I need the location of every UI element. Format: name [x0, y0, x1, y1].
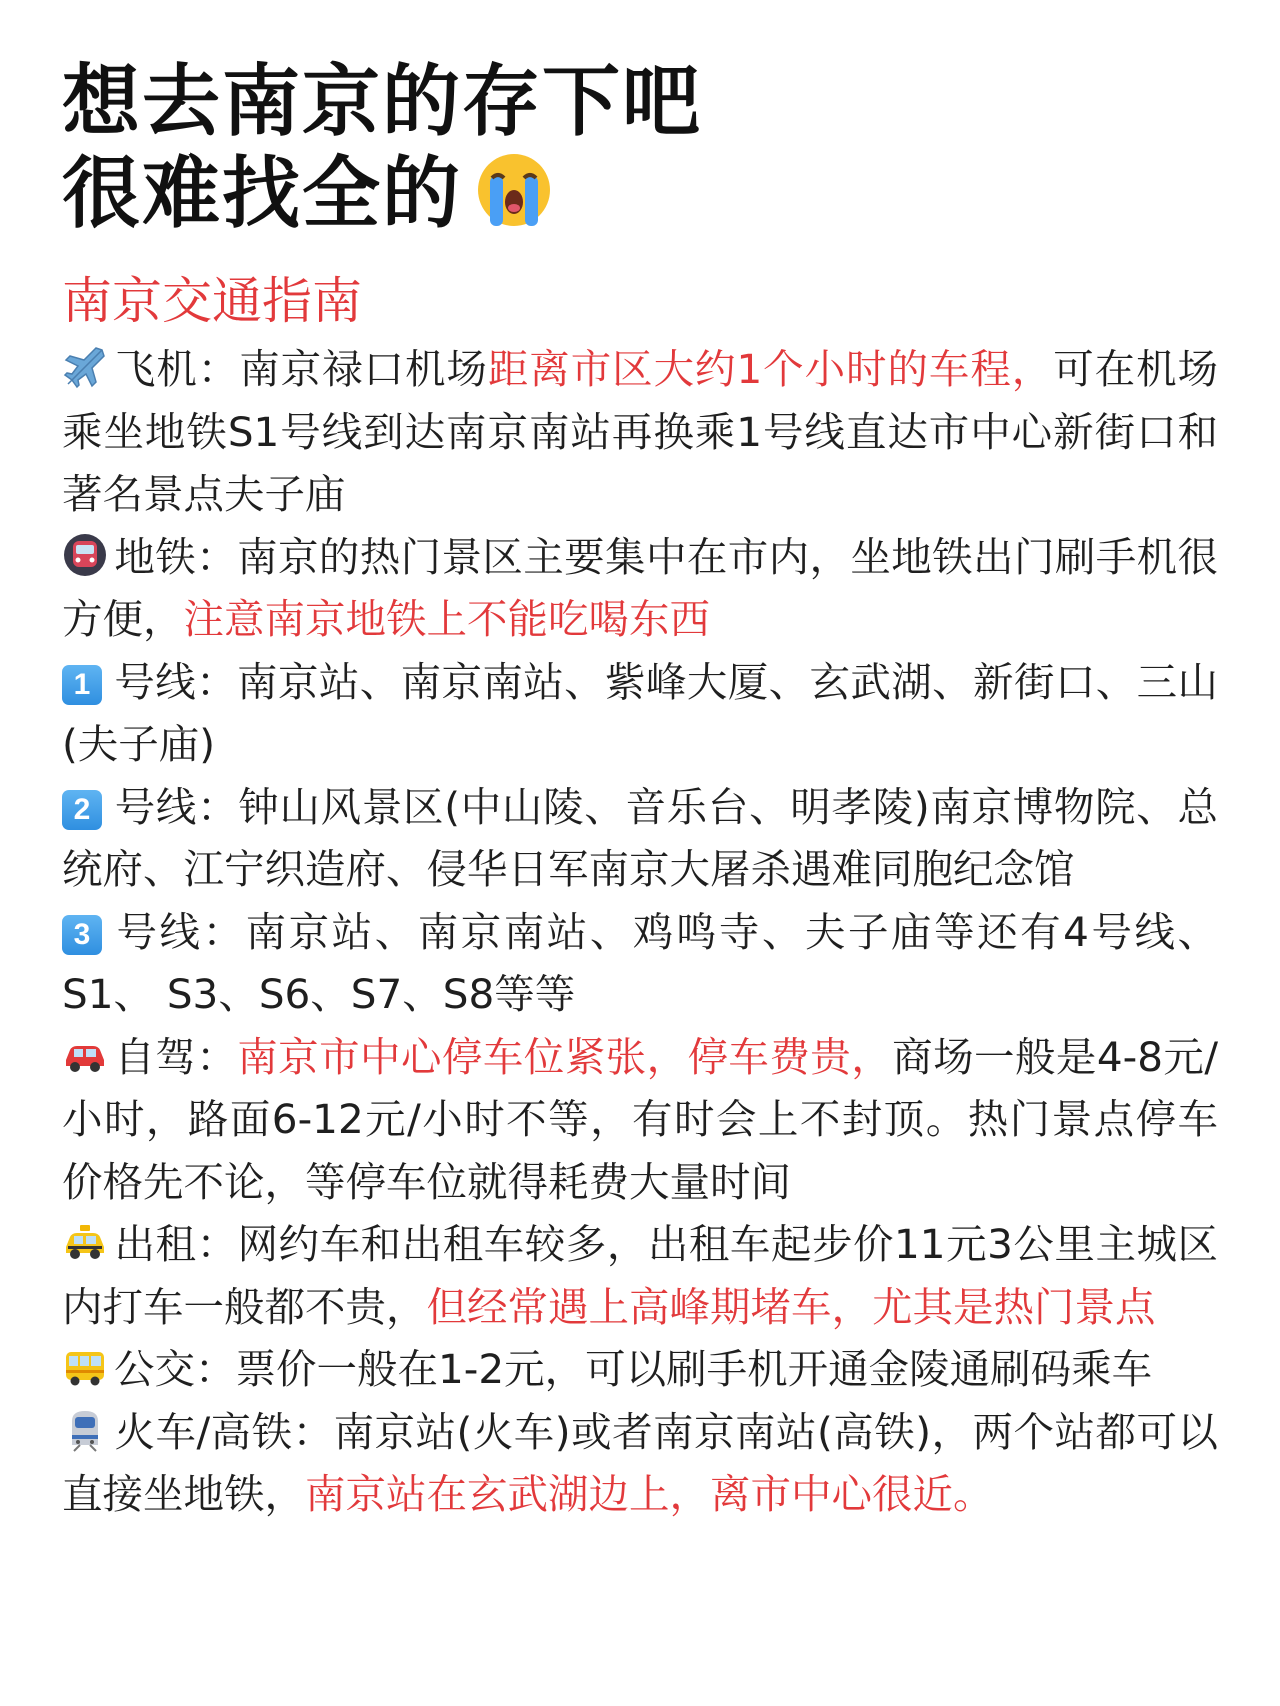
- taxi-icon: [62, 1219, 108, 1265]
- taxi-label: 出租：: [114, 1220, 238, 1268]
- bus-label: 公交：: [114, 1345, 236, 1393]
- plane-highlight: 距离市区大约1个小时的车程，: [487, 345, 1054, 393]
- bus-text-1: 票价一般在1-2元，可以刷手机开通金陵通刷码乘车: [235, 1345, 1153, 1393]
- page-title-line-2: [62, 148, 1218, 240]
- drive-highlight: 南京市中心停车位紧张，停车费贵，: [237, 1032, 893, 1081]
- drive-paragraph: [62, 1026, 1218, 1214]
- airplane-icon: [62, 344, 108, 390]
- line-3-text: 号线：南京站、南京南站、鸡鸣寺、夫子庙等还有4号线、S1、 S3、S6、S7、S8等等: [62, 907, 1218, 1018]
- metro-label: 地铁：: [114, 532, 238, 581]
- metro-icon: [62, 532, 108, 578]
- plane-text-2: 可在机场乘坐地铁S1号线到达南京南站再换乘1号线直达市中心新街口和著名景点夫子庙: [62, 345, 1219, 518]
- train-highlight: 南京站在玄武湖边上，离市中心很近。: [305, 1470, 994, 1518]
- keycap-3-icon: 3: [62, 915, 102, 955]
- section-title: 南京交通指南: [62, 272, 362, 330]
- metro-highlight: 注意南京地铁上不能吃喝东西: [183, 595, 710, 643]
- plane-label: 飞机：: [114, 345, 240, 393]
- car-icon: [62, 1032, 108, 1078]
- loudly-crying-face-icon: [476, 152, 552, 228]
- train-text-1: 南京站(火车)或者南京南站(高铁)，两个站都可以直接坐地铁，: [62, 1407, 1218, 1518]
- taxi-highlight: 但经常遇上高峰期堵车，尤其是热门景点: [426, 1282, 1156, 1331]
- page-title-line-1: 想去南京的存下吧: [62, 57, 703, 147]
- line-1-text: 号线：南京站、南京南站、紫峰大厦、玄武湖、新街口、三山(夫子庙): [62, 657, 1218, 768]
- taxi-text-1: 网约车和出租车较多，出租车起步价11元3公里主城区内打车一般都不贵，: [62, 1220, 1218, 1331]
- drive-text-1: 商场一般是4-8元/小时，路面6-12元/小时不等，有时会上不封顶。热门景点停车价格先不论，等停车位就得耗费大量时间: [62, 1032, 1218, 1206]
- line-2-text: 号线：钟山风景区(中山陵、音乐台、明孝陵)南京博物院、总统府、江宁织造府、侵华日军南京大屠杀遇难同胞纪念馆: [62, 782, 1218, 893]
- bus-paragraph: [62, 1338, 1218, 1401]
- line-2-paragraph: [62, 776, 1218, 901]
- train-label: 火车/高铁：: [114, 1407, 334, 1456]
- metro-paragraph: [62, 526, 1218, 651]
- taxi-paragraph: [62, 1213, 1218, 1338]
- high-speed-train-icon: [62, 1407, 108, 1453]
- page-title-line-2-text: 很难找全的: [62, 149, 463, 239]
- line-3-paragraph: [62, 901, 1218, 1026]
- plane-paragraph: [62, 338, 1218, 526]
- train-paragraph: [62, 1401, 1218, 1526]
- plane-text-1: 南京禄口机场: [239, 345, 488, 393]
- keycap-2-icon: 2: [62, 790, 102, 830]
- line-1-paragraph: [62, 651, 1218, 776]
- bus-icon: [62, 1344, 108, 1390]
- keycap-1-icon: 1: [62, 665, 102, 705]
- metro-text-1: 南京的热门景区主要集中在市内，坐地铁出门刷手机很方便，: [62, 532, 1219, 643]
- drive-label: 自驾：: [114, 1032, 238, 1081]
